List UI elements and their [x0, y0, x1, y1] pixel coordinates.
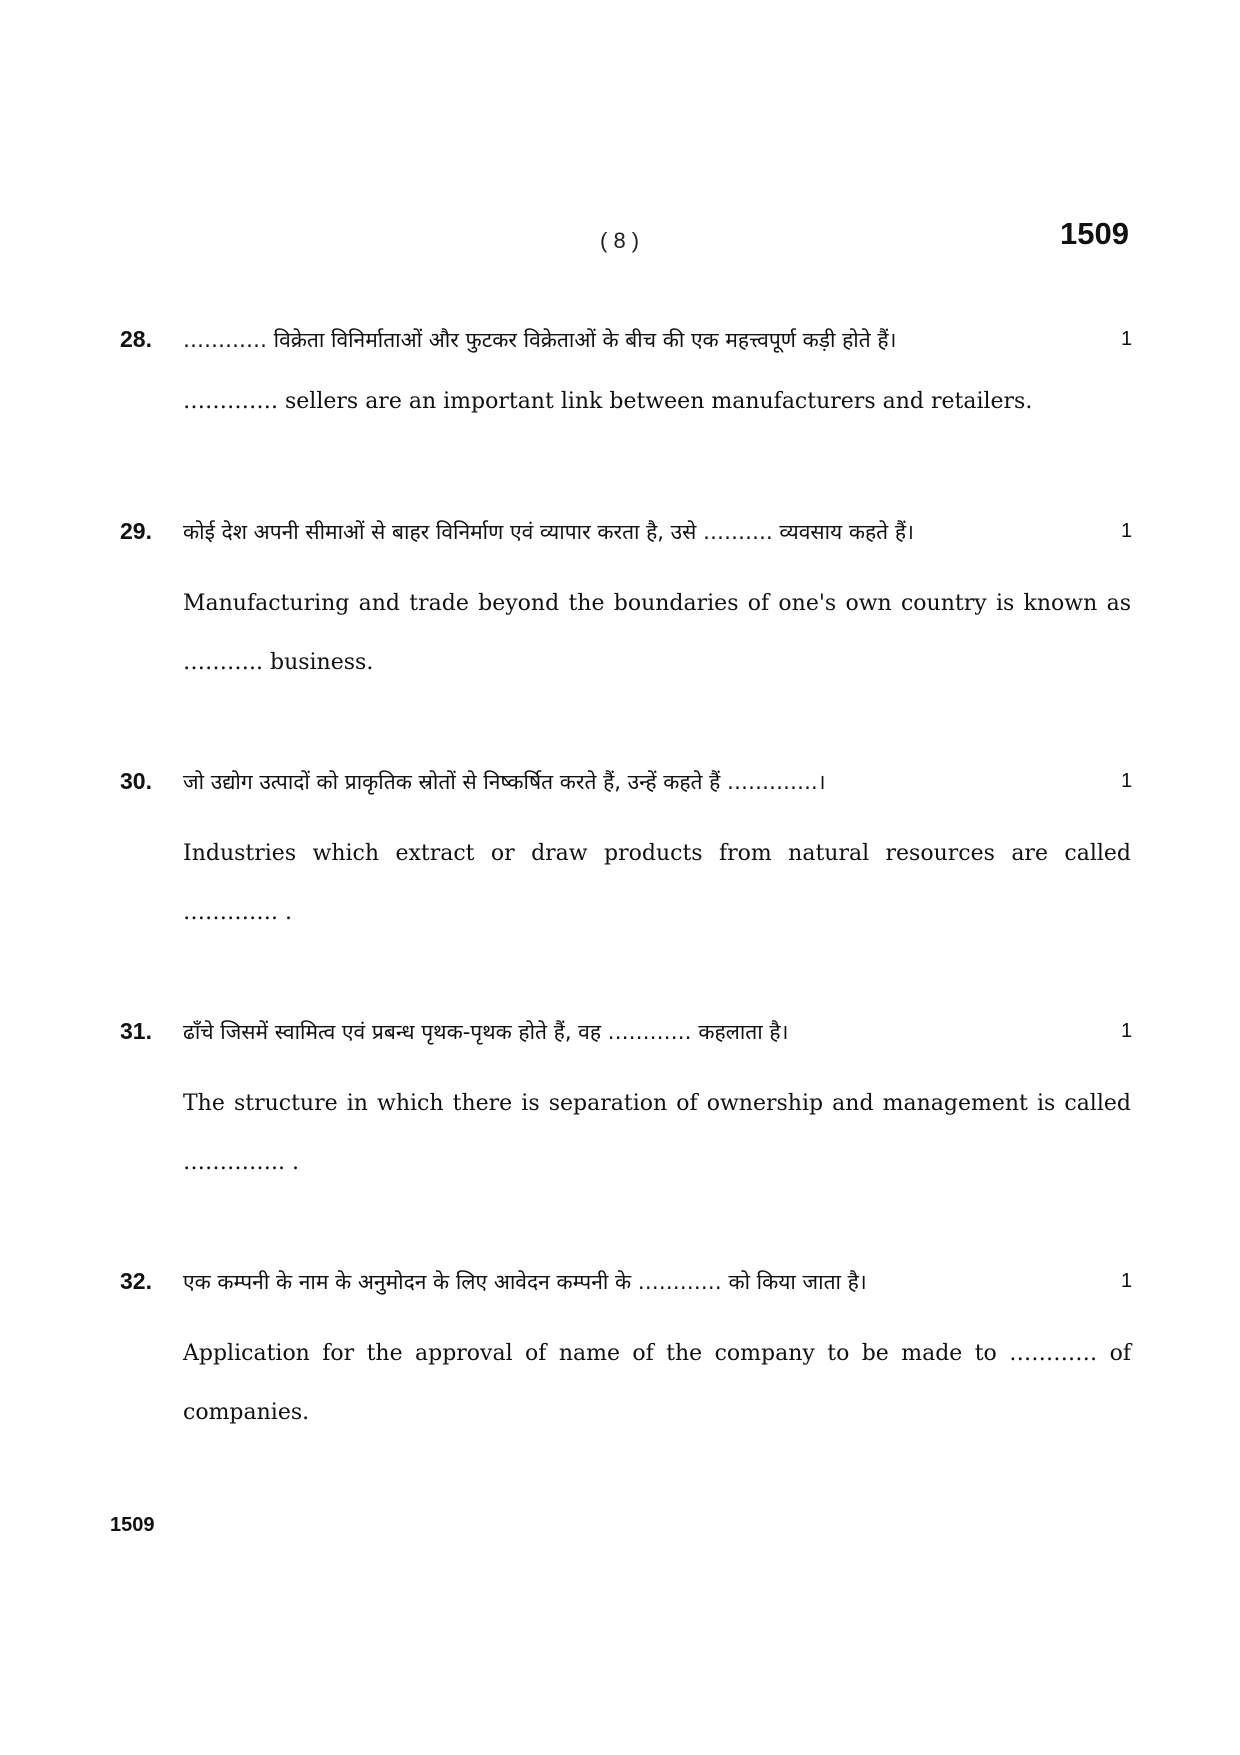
question-english-text: Application for the approval of name of the company to be made to ………… of companies.: [183, 1341, 1131, 1425]
question-english-text: Manufacturing and trade beyond the boundaries of one's own country is known as ……….. business.: [183, 591, 1131, 675]
question-marks: 1: [1121, 1270, 1133, 1292]
paper-code-bottom: 1509: [110, 1514, 155, 1536]
question-marks: 1: [1121, 328, 1133, 350]
question-hindi-text: ………… विक्रेता विनिर्माताओं और फुटकर विक्रेताओं के बीच की एक महत्त्वपूर्ण कड़ी होते हैं।: [183, 328, 897, 352]
question-number: 30.: [120, 768, 152, 794]
question-hindi-text: कोई देश अपनी सीमाओं से बाहर विनिर्माण एवं व्यापार करता है, उसे ………. व्यवसाय कहते हैं।: [183, 520, 914, 544]
page-number: ( 8 ): [600, 228, 640, 253]
question-english-text: The structure in which there is separation of ownership and management is called ………….. .: [183, 1091, 1131, 1175]
question-marks: 1: [1121, 770, 1133, 792]
question-number: 31.: [120, 1018, 152, 1044]
question-number: 29.: [120, 518, 152, 544]
paper-code-top: 1509: [1060, 216, 1129, 251]
question-hindi-text: ढाँचे जिसमें स्वामित्व एवं प्रबन्ध पृथक-पृथक होते हैं, वह ………… कहलाता है।: [183, 1020, 789, 1044]
question-hindi-text: एक कम्पनी के नाम के अनुमोदन के लिए आवेदन कम्पनी के ………… को किया जाता है।: [183, 1270, 867, 1294]
question-number: 32.: [120, 1268, 152, 1294]
question-number: 28.: [120, 326, 152, 352]
question-marks: 1: [1121, 520, 1133, 542]
question-english-text: Industries which extract or draw products from natural resources are called …………. .: [183, 841, 1131, 925]
question-hindi-text: जो उद्योग उत्पादों को प्राकृतिक स्रोतों से निष्कर्षित करते हैं, उन्हें कहते हैं ………….।: [183, 770, 826, 794]
question-english-text: …………. sellers are an important link between manufacturers and retailers.: [183, 389, 1033, 414]
question-marks: 1: [1121, 1020, 1133, 1042]
